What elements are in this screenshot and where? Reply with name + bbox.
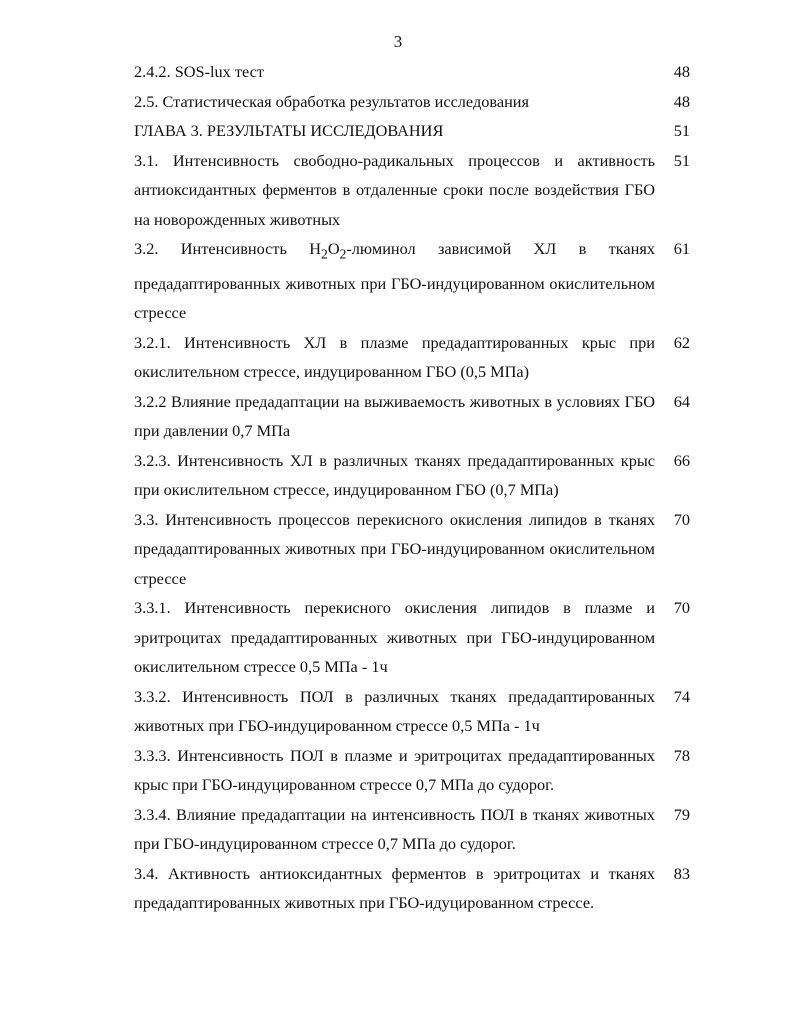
toc-entry: [134, 87, 690, 117]
toc-entry-title: 3.2.3. Интенсивность ХЛ в различных тканях предадаптированных крыс при окислительном стрессе, индуцированном ГБО (0,7 МПа): [134, 450, 655, 500]
toc-entry-page: 83: [673, 863, 690, 883]
toc-entry-page: 51: [673, 150, 690, 170]
toc-entry: [134, 800, 690, 859]
toc-entry: [134, 387, 690, 446]
toc-entry-title: 3.3.3. Интенсивность ПОЛ в плазме и эритроцитах предадаптированных крыс при ГБО-индуцированном стрессе 0,7 МПа до судорог.: [134, 745, 655, 795]
toc-entry: [134, 859, 690, 918]
toc-entry-title: 3.3.1. Интенсивность перекисного окисления липидов в плазме и эритроцитах предадаптированных животных при ГБО-индуцированном окислительном стрессе 0,5 МПа - 1ч: [134, 598, 655, 677]
toc-entry-page: 51: [673, 121, 690, 140]
toc-entry: [134, 328, 690, 387]
toc-entry-title: 3.2. Интенсивность $H_2O_2$-люминол зависимой ХЛ в тканях предадаптированных животных при ГБО-индуцированном окислительном стрессе: [134, 239, 655, 323]
toc-entry-page: 74: [673, 686, 690, 706]
toc-entry-page: 61: [673, 239, 690, 258]
toc-entry-page: 48: [673, 91, 690, 111]
toc-entry-title: 3.3.2. Интенсивность ПОЛ в различных тканях предадаптированных животных при ГБО-индуцированном стрессе 0,5 МПа - 1ч: [134, 686, 655, 736]
toc-entry-page: 66: [673, 450, 690, 470]
toc-entry-page: 48: [673, 62, 690, 81]
toc-entry-title: 3.2.1. Интенсивность ХЛ в плазме предадаптированных крыс при окислительном стрессе, индуцированном ГБО (0,5 МПа): [134, 332, 655, 382]
toc-entry: [134, 505, 690, 594]
toc-entry-title: 3.2.2 Влияние предадаптации на выживаемость животных в условиях ГБО при давлении 0,7 МПа: [134, 391, 655, 441]
toc-entry: [134, 593, 690, 682]
toc-entry-title: 2.4.2. SOS-lux тест: [134, 62, 264, 81]
toc-chapter-title: ГЛАВА 3. РЕЗУЛЬТАТЫ ИССЛЕДОВАНИЯ: [134, 121, 444, 140]
toc-entry: [134, 146, 690, 235]
toc-entry: [134, 234, 690, 328]
toc-entry-title: 3.3. Интенсивность процессов перекисного окисления липидов в тканях предадаптированных животных при ГБО-индуцированном окислительном стрессе: [134, 509, 655, 588]
toc-entry: [134, 682, 690, 741]
toc-entry-page: 78: [673, 745, 690, 765]
toc-entry-page: 70: [673, 509, 690, 529]
toc-entry-page: 79: [673, 804, 690, 824]
table-of-contents: [134, 57, 690, 918]
toc-entry: [134, 741, 690, 800]
toc-entry-page: 62: [673, 332, 690, 352]
toc-entry-title: 3.4. Активность антиоксидантных ферментов в эритроцитах и тканях предадаптированных животных при ГБО-идуцированном стрессе.: [134, 863, 655, 913]
toc-entry-title: 3.1. Интенсивность свободно-радикальных процессов и активность антиоксидантных ферментов в отдаленные сроки после воздействия ГБО на новорожденных животных: [134, 150, 655, 229]
toc-entry-title: 3.3.4. Влияние предадаптации на интенсивность ПОЛ в тканях животных при ГБО-индуцированном стрессе 0,7 МПа до судорог.: [134, 804, 655, 854]
page-number: 3: [393, 32, 403, 51]
toc-entry: [134, 446, 690, 505]
toc-entry: [134, 57, 690, 87]
toc-entry-page: 70: [673, 598, 690, 618]
toc-entry-page: 64: [673, 391, 690, 411]
toc-entry-title: 2.5. Статистическая обработка результатов исследования: [134, 91, 529, 111]
toc-entry: [134, 116, 690, 146]
